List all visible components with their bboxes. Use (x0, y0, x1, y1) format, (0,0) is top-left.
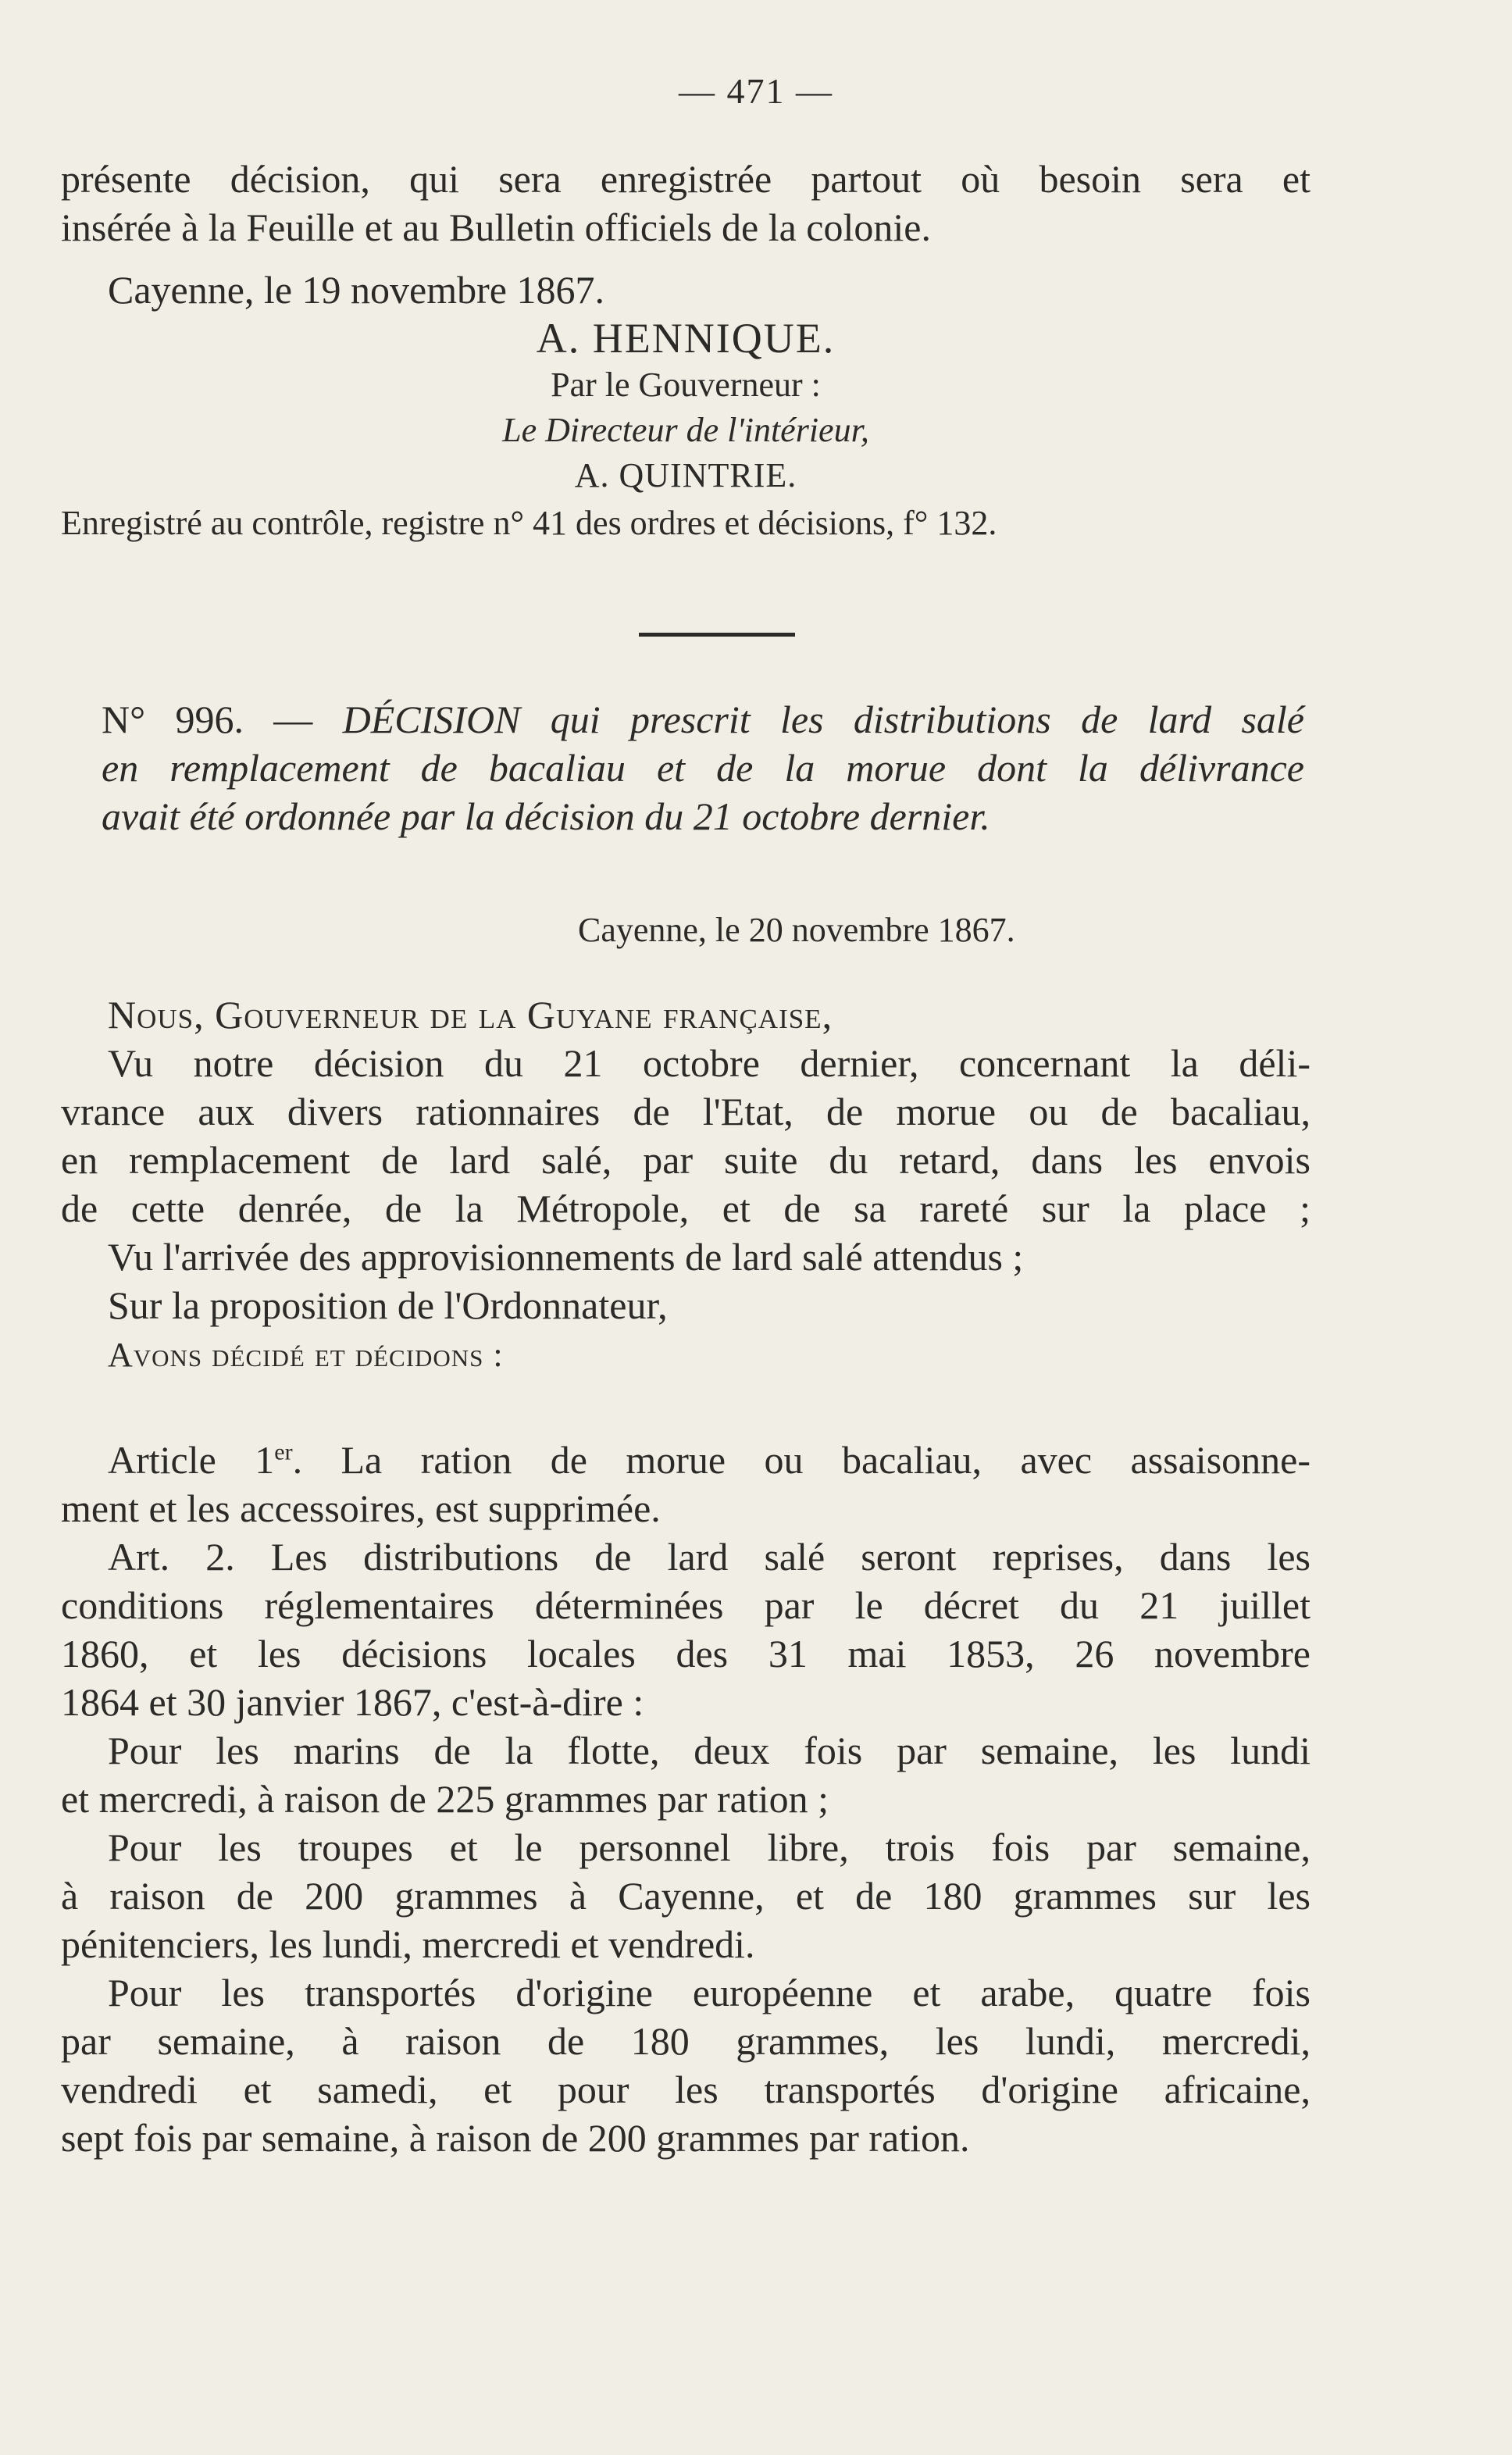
troupes-line: Pour les troupes et le personnel libre, trois fois par semaine, (108, 1825, 1311, 1869)
article-line: Art. 2. Les distributions de lard salé seront reprises, dans les (108, 1535, 1311, 1579)
article-line: ment et les accessoires, est supprimée. (61, 1486, 661, 1530)
decided-line: Avons décidé et décidons : (108, 1336, 504, 1374)
troupes-line: à raison de 200 grammes à Cayenne, et de 180 grammes sur les (61, 1874, 1311, 1918)
director-name: A. QUINTRIE. (574, 456, 797, 494)
director-title: Le Directeur de l'intérieur, (502, 411, 869, 449)
article-line (61, 1436, 1311, 1484)
article-label: Article 1 (108, 1438, 275, 1482)
previous-decision-ending (61, 155, 1311, 252)
article-line: conditions réglementaires déterminées par le décret du 21 juillet (61, 1583, 1311, 1627)
troupes-line: pénitenciers, les lundi, mercredi et vendredi. (61, 1922, 755, 1966)
by-governor: Par le Gouverneur : (551, 366, 821, 404)
article-1 (61, 1436, 1311, 1533)
text-line: insérée à la Feuille et au Bulletin officiels de la colonie. (61, 205, 931, 249)
place-date: Cayenne, le 19 novembre 1867. (108, 268, 604, 312)
heading-line: avait été ordonnée par la décision du 21 octobre dernier. (102, 794, 990, 838)
signer-name: A. HENNIQUE. (536, 315, 836, 362)
article-line: 1864 et 30 janvier 1867, c'est-à-dire : (61, 1680, 644, 1724)
marins-line: et mercredi, à raison de 225 grammes par ration ; (61, 1777, 829, 1821)
decision-number: N° 996. — (102, 698, 313, 741)
considerant-line: Sur la proposition de l'Ordonnateur, (108, 1283, 668, 1327)
transportes-line: sept fois par semaine, à raison de 200 grammes par ration. (61, 2116, 970, 2160)
text-line: présente décision, qui sera enregistrée partout où besoin sera et (61, 157, 1311, 201)
marins-line: Pour les marins de la flotte, deux fois par semaine, les lundi (108, 1729, 1311, 1772)
considerant-line: vrance aux divers rationnaires de l'Etat, de morue ou de bacaliau, (61, 1090, 1311, 1133)
transportes-line: vendredi et samedi, et pour les transportés d'origine africaine, (61, 2068, 1311, 2111)
heading-line (102, 695, 1304, 744)
section-divider (639, 633, 795, 637)
considerant-line: Vu notre décision du 21 octobre dernier, concernant la déli- (108, 1041, 1311, 1085)
governor-line: Nous, Gouverneur de la Guyane française, (108, 993, 833, 1037)
preamble (61, 990, 1311, 1381)
decision-date-block (578, 906, 1203, 955)
decision-title: DÉCISION qui prescrit les distributions de lard salé (342, 698, 1304, 741)
decision-date: Cayenne, le 20 novembre 1867. (578, 911, 1015, 949)
registration-note: Enregistré au contrôle, registre n° 41 des ordres et décisions, f° 132. (61, 504, 997, 542)
transportes-line: par semaine, à raison de 180 grammes, les lundi, mercredi, (61, 2019, 1311, 2063)
signature-block (61, 266, 1311, 548)
decision-heading (102, 695, 1304, 840)
article-sup: er (274, 1439, 293, 1465)
heading-line: en remplacement de bacaliau et de la morue dont la délivrance (102, 746, 1304, 790)
article-line: 1860, et les décisions locales des 31 mai 1853, 26 novembre (61, 1632, 1311, 1675)
considerant-line: Vu l'arrivée des approvisionnements de lard salé attendus ; (108, 1235, 1024, 1279)
considerant-line: de cette denrée, de la Métropole, et de sa rareté sur la place ; (61, 1186, 1311, 1230)
article-text: . La ration de morue ou bacaliau, avec assaisonne- (292, 1438, 1311, 1482)
considerant-line: en remplacement de lard salé, par suite du retard, dans les envois (61, 1138, 1311, 1182)
transportes-line: Pour les transportés d'origine européenne et arabe, quatre fois (108, 1971, 1311, 2014)
page-number: — 471 — (679, 71, 833, 111)
article-2 (61, 1533, 1311, 2162)
